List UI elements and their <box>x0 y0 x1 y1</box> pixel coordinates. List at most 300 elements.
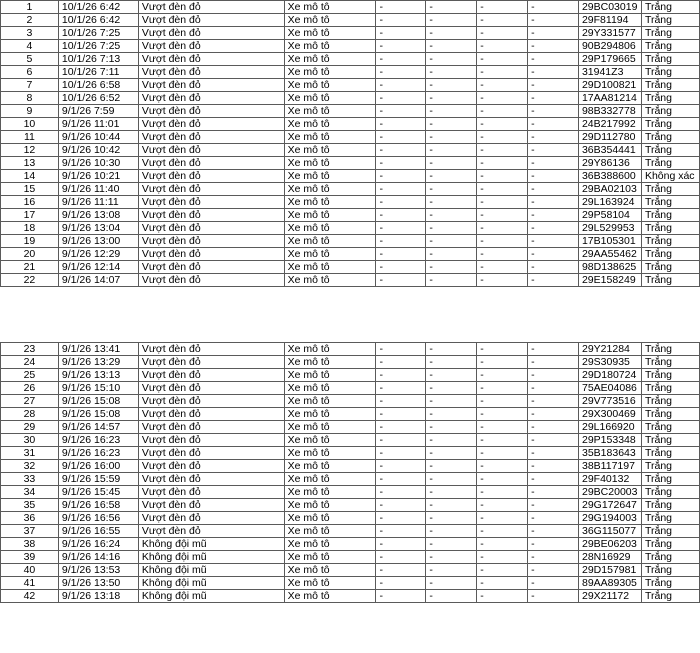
cell-vehicle[interactable]: Xe mô tô <box>284 14 376 27</box>
cell-col7[interactable]: - <box>477 131 528 144</box>
cell-time[interactable]: 10/1/26 6:58 <box>58 79 138 92</box>
cell-col8[interactable]: - <box>528 248 579 261</box>
cell-col8[interactable]: - <box>528 105 579 118</box>
cell-plate[interactable]: 75AE04086 <box>579 382 642 395</box>
cell-plate[interactable]: 29E158249 <box>578 274 641 287</box>
cell-col6[interactable]: - <box>426 222 477 235</box>
cell-col7[interactable]: - <box>477 499 528 512</box>
cell-vehicle[interactable]: Xe mô tô <box>284 525 376 538</box>
cell-vehicle[interactable]: Xe mô tô <box>284 53 376 66</box>
cell-plate[interactable]: 29F81194 <box>578 14 641 27</box>
cell-col7[interactable]: - <box>477 1 528 14</box>
cell-col7[interactable]: - <box>477 447 528 460</box>
cell-violation[interactable]: Vượt đèn đỏ <box>138 222 284 235</box>
cell-col6[interactable]: - <box>426 369 477 382</box>
cell-col5[interactable]: - <box>376 395 426 408</box>
cell-plate[interactable]: 29G194003 <box>579 512 642 525</box>
cell-stt[interactable]: 30 <box>1 434 59 447</box>
cell-status[interactable]: Trắng <box>641 222 699 235</box>
cell-col7[interactable]: - <box>477 525 528 538</box>
cell-status[interactable]: Trắng <box>641 408 699 421</box>
cell-plate[interactable]: 29G172647 <box>579 499 642 512</box>
cell-status[interactable]: Trắng <box>641 577 699 590</box>
cell-status[interactable]: Trắng <box>641 235 699 248</box>
cell-status[interactable]: Trắng <box>641 14 699 27</box>
cell-col5[interactable]: - <box>376 157 426 170</box>
cell-status[interactable]: Trắng <box>641 118 699 131</box>
cell-col8[interactable]: - <box>528 369 579 382</box>
cell-violation[interactable]: Vượt đèn đỏ <box>138 525 284 538</box>
cell-col7[interactable]: - <box>477 261 528 274</box>
cell-plate[interactable]: 35B183643 <box>579 447 642 460</box>
cell-time[interactable]: 9/1/26 14:16 <box>58 551 138 564</box>
cell-col8[interactable]: - <box>528 590 579 603</box>
cell-stt[interactable]: 11 <box>1 131 59 144</box>
cell-status[interactable]: Trắng <box>641 395 699 408</box>
cell-plate[interactable]: 29X21172 <box>579 590 642 603</box>
cell-col7[interactable]: - <box>477 434 528 447</box>
cell-col5[interactable]: - <box>376 222 426 235</box>
cell-violation[interactable]: Không đội mũ <box>138 551 284 564</box>
cell-col7[interactable]: - <box>477 551 528 564</box>
cell-plate[interactable]: 29P179665 <box>578 53 641 66</box>
cell-violation[interactable]: Vượt đèn đỏ <box>138 14 284 27</box>
cell-col5[interactable]: - <box>376 434 426 447</box>
cell-vehicle[interactable]: Xe mô tô <box>284 460 376 473</box>
cell-col6[interactable]: - <box>426 79 477 92</box>
cell-col8[interactable]: - <box>528 144 579 157</box>
cell-col5[interactable]: - <box>376 512 426 525</box>
cell-status[interactable]: Trắng <box>641 486 699 499</box>
cell-col5[interactable]: - <box>376 79 426 92</box>
cell-vehicle[interactable]: Xe mô tô <box>284 157 376 170</box>
cell-vehicle[interactable]: Xe mô tô <box>284 222 376 235</box>
cell-col6[interactable]: - <box>426 551 477 564</box>
cell-plate[interactable]: 29S30935 <box>579 356 642 369</box>
cell-col7[interactable]: - <box>477 343 528 356</box>
cell-col6[interactable]: - <box>426 525 477 538</box>
cell-stt[interactable]: 25 <box>1 369 59 382</box>
cell-violation[interactable]: Vượt đèn đỏ <box>138 196 284 209</box>
cell-violation[interactable]: Vượt đèn đỏ <box>138 131 284 144</box>
cell-violation[interactable]: Không đội mũ <box>138 590 284 603</box>
cell-col6[interactable]: - <box>426 170 477 183</box>
cell-col8[interactable]: - <box>528 473 579 486</box>
cell-col6[interactable]: - <box>426 66 477 79</box>
cell-vehicle[interactable]: Xe mô tô <box>284 590 376 603</box>
cell-col5[interactable]: - <box>376 235 426 248</box>
cell-col7[interactable]: - <box>477 382 528 395</box>
cell-time[interactable]: 9/1/26 13:50 <box>58 577 138 590</box>
cell-time[interactable]: 10/1/26 7:11 <box>58 66 138 79</box>
cell-col5[interactable]: - <box>376 343 426 356</box>
cell-status[interactable]: Trắng <box>641 261 699 274</box>
cell-col5[interactable]: - <box>376 369 426 382</box>
cell-col8[interactable]: - <box>528 66 579 79</box>
cell-status[interactable]: Trắng <box>641 460 699 473</box>
cell-col5[interactable]: - <box>376 356 426 369</box>
cell-col7[interactable]: - <box>477 512 528 525</box>
cell-time[interactable]: 9/1/26 13:29 <box>58 356 138 369</box>
cell-stt[interactable]: 2 <box>1 14 59 27</box>
cell-stt[interactable]: 24 <box>1 356 59 369</box>
cell-col7[interactable]: - <box>477 40 528 53</box>
cell-col8[interactable]: - <box>528 486 579 499</box>
cell-col7[interactable]: - <box>477 105 528 118</box>
cell-plate[interactable]: 29BE06203 <box>579 538 642 551</box>
cell-vehicle[interactable]: Xe mô tô <box>284 209 376 222</box>
cell-col5[interactable]: - <box>376 460 426 473</box>
cell-vehicle[interactable]: Xe mô tô <box>284 395 376 408</box>
cell-col7[interactable]: - <box>477 79 528 92</box>
cell-time[interactable]: 9/1/26 7:59 <box>58 105 138 118</box>
cell-col6[interactable]: - <box>426 1 477 14</box>
cell-col6[interactable]: - <box>426 274 477 287</box>
cell-status[interactable]: Trắng <box>641 1 699 14</box>
cell-plate[interactable]: 98B332778 <box>578 105 641 118</box>
cell-col8[interactable]: - <box>528 395 579 408</box>
cell-stt[interactable]: 18 <box>1 222 59 235</box>
cell-stt[interactable]: 37 <box>1 525 59 538</box>
cell-stt[interactable]: 36 <box>1 512 59 525</box>
cell-plate[interactable]: 29L166920 <box>579 421 642 434</box>
cell-status[interactable]: Trắng <box>641 382 699 395</box>
cell-col6[interactable]: - <box>426 460 477 473</box>
cell-col8[interactable]: - <box>528 222 579 235</box>
cell-col7[interactable]: - <box>477 486 528 499</box>
cell-col5[interactable]: - <box>376 248 426 261</box>
cell-col8[interactable]: - <box>528 382 579 395</box>
cell-vehicle[interactable]: Xe mô tô <box>284 369 376 382</box>
cell-violation[interactable]: Vượt đèn đỏ <box>138 1 284 14</box>
cell-vehicle[interactable]: Xe mô tô <box>284 564 376 577</box>
cell-stt[interactable]: 15 <box>1 183 59 196</box>
cell-violation[interactable]: Vượt đèn đỏ <box>138 486 284 499</box>
cell-stt[interactable]: 35 <box>1 499 59 512</box>
cell-vehicle[interactable]: Xe mô tô <box>284 79 376 92</box>
cell-status[interactable]: Trắng <box>641 196 699 209</box>
cell-plate[interactable]: 98D138625 <box>578 261 641 274</box>
cell-col8[interactable]: - <box>528 118 579 131</box>
cell-violation[interactable]: Vượt đèn đỏ <box>138 460 284 473</box>
cell-plate[interactable]: 29Y86136 <box>578 157 641 170</box>
cell-stt[interactable]: 34 <box>1 486 59 499</box>
cell-col8[interactable]: - <box>528 183 579 196</box>
cell-plate[interactable]: 29D157981 <box>579 564 642 577</box>
cell-col8[interactable]: - <box>528 157 579 170</box>
cell-col8[interactable]: - <box>528 434 579 447</box>
cell-col5[interactable]: - <box>376 590 426 603</box>
cell-col5[interactable]: - <box>376 14 426 27</box>
cell-col6[interactable]: - <box>426 590 477 603</box>
cell-violation[interactable]: Vượt đèn đỏ <box>138 27 284 40</box>
cell-vehicle[interactable]: Xe mô tô <box>284 66 376 79</box>
cell-col7[interactable]: - <box>477 473 528 486</box>
cell-status[interactable]: Trắng <box>641 183 699 196</box>
cell-stt[interactable]: 14 <box>1 170 59 183</box>
cell-col8[interactable]: - <box>528 356 579 369</box>
cell-col6[interactable]: - <box>426 105 477 118</box>
cell-vehicle[interactable]: Xe mô tô <box>284 408 376 421</box>
cell-time[interactable]: 9/1/26 13:53 <box>58 564 138 577</box>
cell-vehicle[interactable]: Xe mô tô <box>284 1 376 14</box>
cell-col8[interactable]: - <box>528 209 579 222</box>
cell-plate[interactable]: 29L163924 <box>578 196 641 209</box>
cell-col6[interactable]: - <box>426 486 477 499</box>
cell-status[interactable]: Trắng <box>641 274 699 287</box>
cell-stt[interactable]: 5 <box>1 53 59 66</box>
cell-status[interactable]: Trắng <box>641 512 699 525</box>
cell-col6[interactable]: - <box>426 131 477 144</box>
cell-time[interactable]: 9/1/26 11:40 <box>58 183 138 196</box>
cell-col7[interactable]: - <box>477 356 528 369</box>
cell-violation[interactable]: Vượt đèn đỏ <box>138 66 284 79</box>
cell-violation[interactable]: Vượt đèn đỏ <box>138 248 284 261</box>
cell-col8[interactable]: - <box>528 170 579 183</box>
cell-col7[interactable]: - <box>477 460 528 473</box>
cell-vehicle[interactable]: Xe mô tô <box>284 27 376 40</box>
cell-col6[interactable]: - <box>426 183 477 196</box>
cell-time[interactable]: 9/1/26 15:08 <box>58 395 138 408</box>
cell-col5[interactable]: - <box>376 118 426 131</box>
cell-stt[interactable]: 26 <box>1 382 59 395</box>
cell-time[interactable]: 9/1/26 16:24 <box>58 538 138 551</box>
cell-plate[interactable]: 31941Z3 <box>578 66 641 79</box>
cell-col6[interactable]: - <box>426 343 477 356</box>
cell-violation[interactable]: Vượt đèn đỏ <box>138 447 284 460</box>
cell-col5[interactable]: - <box>376 551 426 564</box>
cell-time[interactable]: 9/1/26 12:29 <box>58 248 138 261</box>
cell-status[interactable]: Trắng <box>641 92 699 105</box>
cell-col7[interactable]: - <box>477 538 528 551</box>
cell-col7[interactable]: - <box>477 590 528 603</box>
cell-vehicle[interactable]: Xe mô tô <box>284 274 376 287</box>
cell-violation[interactable]: Vượt đèn đỏ <box>138 408 284 421</box>
cell-stt[interactable]: 7 <box>1 79 59 92</box>
cell-vehicle[interactable]: Xe mô tô <box>284 183 376 196</box>
cell-col7[interactable]: - <box>477 369 528 382</box>
cell-violation[interactable]: Vượt đèn đỏ <box>138 235 284 248</box>
cell-violation[interactable]: Vượt đèn đỏ <box>138 395 284 408</box>
cell-col6[interactable]: - <box>426 434 477 447</box>
cell-col5[interactable]: - <box>376 40 426 53</box>
cell-col7[interactable]: - <box>477 157 528 170</box>
cell-col6[interactable]: - <box>426 40 477 53</box>
cell-stt[interactable]: 21 <box>1 261 59 274</box>
cell-time[interactable]: 10/1/26 6:42 <box>58 1 138 14</box>
cell-col6[interactable]: - <box>426 408 477 421</box>
cell-violation[interactable]: Vượt đèn đỏ <box>138 144 284 157</box>
cell-plate[interactable]: 29X300469 <box>579 408 642 421</box>
cell-status[interactable]: Trắng <box>641 499 699 512</box>
cell-vehicle[interactable]: Xe mô tô <box>284 512 376 525</box>
cell-plate[interactable]: 29D180724 <box>579 369 642 382</box>
cell-status[interactable]: Trắng <box>641 79 699 92</box>
cell-col6[interactable]: - <box>426 157 477 170</box>
cell-time[interactable]: 9/1/26 15:59 <box>58 473 138 486</box>
cell-vehicle[interactable]: Xe mô tô <box>284 92 376 105</box>
cell-col7[interactable]: - <box>477 183 528 196</box>
cell-col7[interactable]: - <box>477 222 528 235</box>
cell-col7[interactable]: - <box>477 248 528 261</box>
cell-col5[interactable]: - <box>376 27 426 40</box>
cell-col7[interactable]: - <box>477 170 528 183</box>
cell-violation[interactable]: Không đội mũ <box>138 538 284 551</box>
cell-violation[interactable]: Không đội mũ <box>138 577 284 590</box>
cell-vehicle[interactable]: Xe mô tô <box>284 447 376 460</box>
cell-violation[interactable]: Vượt đèn đỏ <box>138 92 284 105</box>
cell-plate[interactable]: 17AA81214 <box>578 92 641 105</box>
cell-col7[interactable]: - <box>477 144 528 157</box>
cell-vehicle[interactable]: Xe mô tô <box>284 170 376 183</box>
cell-col7[interactable]: - <box>477 577 528 590</box>
cell-status[interactable]: Trắng <box>641 157 699 170</box>
cell-col7[interactable]: - <box>477 395 528 408</box>
cell-plate[interactable]: 29Y21284 <box>579 343 642 356</box>
cell-plate[interactable]: 29L529953 <box>578 222 641 235</box>
cell-status[interactable]: Trắng <box>641 369 699 382</box>
cell-col8[interactable]: - <box>528 343 579 356</box>
cell-col8[interactable]: - <box>528 447 579 460</box>
cell-violation[interactable]: Vượt đèn đỏ <box>138 118 284 131</box>
cell-col7[interactable]: - <box>477 196 528 209</box>
cell-col5[interactable]: - <box>376 408 426 421</box>
cell-col7[interactable]: - <box>477 92 528 105</box>
cell-col6[interactable]: - <box>426 382 477 395</box>
cell-violation[interactable]: Vượt đèn đỏ <box>138 356 284 369</box>
cell-vehicle[interactable]: Xe mô tô <box>284 499 376 512</box>
cell-time[interactable]: 9/1/26 16:23 <box>58 447 138 460</box>
cell-col8[interactable]: - <box>528 564 579 577</box>
cell-col6[interactable]: - <box>426 53 477 66</box>
cell-stt[interactable]: 41 <box>1 577 59 590</box>
cell-col5[interactable]: - <box>376 131 426 144</box>
cell-stt[interactable]: 38 <box>1 538 59 551</box>
cell-stt[interactable]: 32 <box>1 460 59 473</box>
cell-col8[interactable]: - <box>528 499 579 512</box>
cell-col8[interactable]: - <box>528 40 579 53</box>
cell-violation[interactable]: Vượt đèn đỏ <box>138 512 284 525</box>
cell-stt[interactable]: 6 <box>1 66 59 79</box>
cell-stt[interactable]: 17 <box>1 209 59 222</box>
cell-col7[interactable]: - <box>477 53 528 66</box>
cell-time[interactable]: 10/1/26 6:42 <box>58 14 138 27</box>
cell-col8[interactable]: - <box>528 131 579 144</box>
cell-col5[interactable]: - <box>376 447 426 460</box>
cell-time[interactable]: 9/1/26 16:55 <box>58 525 138 538</box>
cell-stt[interactable]: 29 <box>1 421 59 434</box>
cell-vehicle[interactable]: Xe mô tô <box>284 538 376 551</box>
cell-col6[interactable]: - <box>426 261 477 274</box>
cell-time[interactable]: 9/1/26 16:56 <box>58 512 138 525</box>
cell-time[interactable]: 9/1/26 16:58 <box>58 499 138 512</box>
cell-vehicle[interactable]: Xe mô tô <box>284 434 376 447</box>
cell-stt[interactable]: 8 <box>1 92 59 105</box>
cell-violation[interactable]: Vượt đèn đỏ <box>138 209 284 222</box>
cell-col7[interactable]: - <box>477 27 528 40</box>
cell-time[interactable]: 9/1/26 14:57 <box>58 421 138 434</box>
cell-col5[interactable]: - <box>376 525 426 538</box>
cell-col6[interactable]: - <box>426 499 477 512</box>
cell-status[interactable]: Trắng <box>641 421 699 434</box>
cell-col7[interactable]: - <box>477 235 528 248</box>
cell-col8[interactable]: - <box>528 512 579 525</box>
cell-col5[interactable]: - <box>376 92 426 105</box>
cell-col6[interactable]: - <box>426 538 477 551</box>
cell-col8[interactable]: - <box>528 196 579 209</box>
cell-col6[interactable]: - <box>426 395 477 408</box>
cell-violation[interactable]: Vượt đèn đỏ <box>138 274 284 287</box>
cell-plate[interactable]: 90B294806 <box>578 40 641 53</box>
cell-col5[interactable]: - <box>376 261 426 274</box>
cell-status[interactable]: Trắng <box>641 551 699 564</box>
cell-violation[interactable]: Vượt đèn đỏ <box>138 170 284 183</box>
cell-status[interactable]: Trắng <box>641 564 699 577</box>
cell-vehicle[interactable]: Xe mô tô <box>284 382 376 395</box>
cell-stt[interactable]: 20 <box>1 248 59 261</box>
cell-col7[interactable]: - <box>477 564 528 577</box>
cell-violation[interactable]: Không đội mũ <box>138 564 284 577</box>
cell-time[interactable]: 10/1/26 7:25 <box>58 27 138 40</box>
cell-time[interactable]: 9/1/26 15:10 <box>58 382 138 395</box>
cell-plate[interactable]: 36B388600 <box>578 170 641 183</box>
cell-plate[interactable]: 29Y331577 <box>578 27 641 40</box>
cell-status[interactable]: Trắng <box>641 105 699 118</box>
cell-col6[interactable]: - <box>426 118 477 131</box>
cell-col6[interactable]: - <box>426 92 477 105</box>
cell-violation[interactable]: Vượt đèn đỏ <box>138 183 284 196</box>
cell-status[interactable]: Trắng <box>641 590 699 603</box>
cell-plate[interactable]: 29V773516 <box>579 395 642 408</box>
cell-col5[interactable]: - <box>376 196 426 209</box>
cell-col5[interactable]: - <box>376 382 426 395</box>
cell-time[interactable]: 9/1/26 13:18 <box>58 590 138 603</box>
cell-plate[interactable]: 29AA55462 <box>578 248 641 261</box>
cell-time[interactable]: 9/1/26 12:14 <box>58 261 138 274</box>
cell-vehicle[interactable]: Xe mô tô <box>284 261 376 274</box>
cell-col6[interactable]: - <box>426 196 477 209</box>
cell-vehicle[interactable]: Xe mô tô <box>284 343 376 356</box>
cell-plate[interactable]: 29BA02103 <box>578 183 641 196</box>
cell-col8[interactable]: - <box>528 408 579 421</box>
cell-col6[interactable]: - <box>426 144 477 157</box>
cell-stt[interactable]: 9 <box>1 105 59 118</box>
cell-status[interactable]: Trắng <box>641 53 699 66</box>
cell-col5[interactable]: - <box>376 421 426 434</box>
cell-vehicle[interactable]: Xe mô tô <box>284 131 376 144</box>
cell-vehicle[interactable]: Xe mô tô <box>284 40 376 53</box>
cell-vehicle[interactable]: Xe mô tô <box>284 105 376 118</box>
cell-plate[interactable]: 29BC03019 <box>578 1 641 14</box>
cell-status[interactable]: Trắng <box>641 343 699 356</box>
cell-stt[interactable]: 4 <box>1 40 59 53</box>
cell-col5[interactable]: - <box>376 274 426 287</box>
cell-stt[interactable]: 42 <box>1 590 59 603</box>
cell-vehicle[interactable]: Xe mô tô <box>284 118 376 131</box>
cell-status[interactable]: Trắng <box>641 434 699 447</box>
cell-stt[interactable]: 22 <box>1 274 59 287</box>
cell-col8[interactable]: - <box>528 551 579 564</box>
cell-stt[interactable]: 31 <box>1 447 59 460</box>
cell-time[interactable]: 9/1/26 15:45 <box>58 486 138 499</box>
cell-col6[interactable]: - <box>426 209 477 222</box>
cell-col6[interactable]: - <box>426 248 477 261</box>
cell-col5[interactable]: - <box>376 1 426 14</box>
cell-plate[interactable]: 28N16929 <box>579 551 642 564</box>
cell-status[interactable]: Không xác <box>641 170 699 183</box>
cell-col5[interactable]: - <box>376 183 426 196</box>
cell-vehicle[interactable]: Xe mô tô <box>284 196 376 209</box>
